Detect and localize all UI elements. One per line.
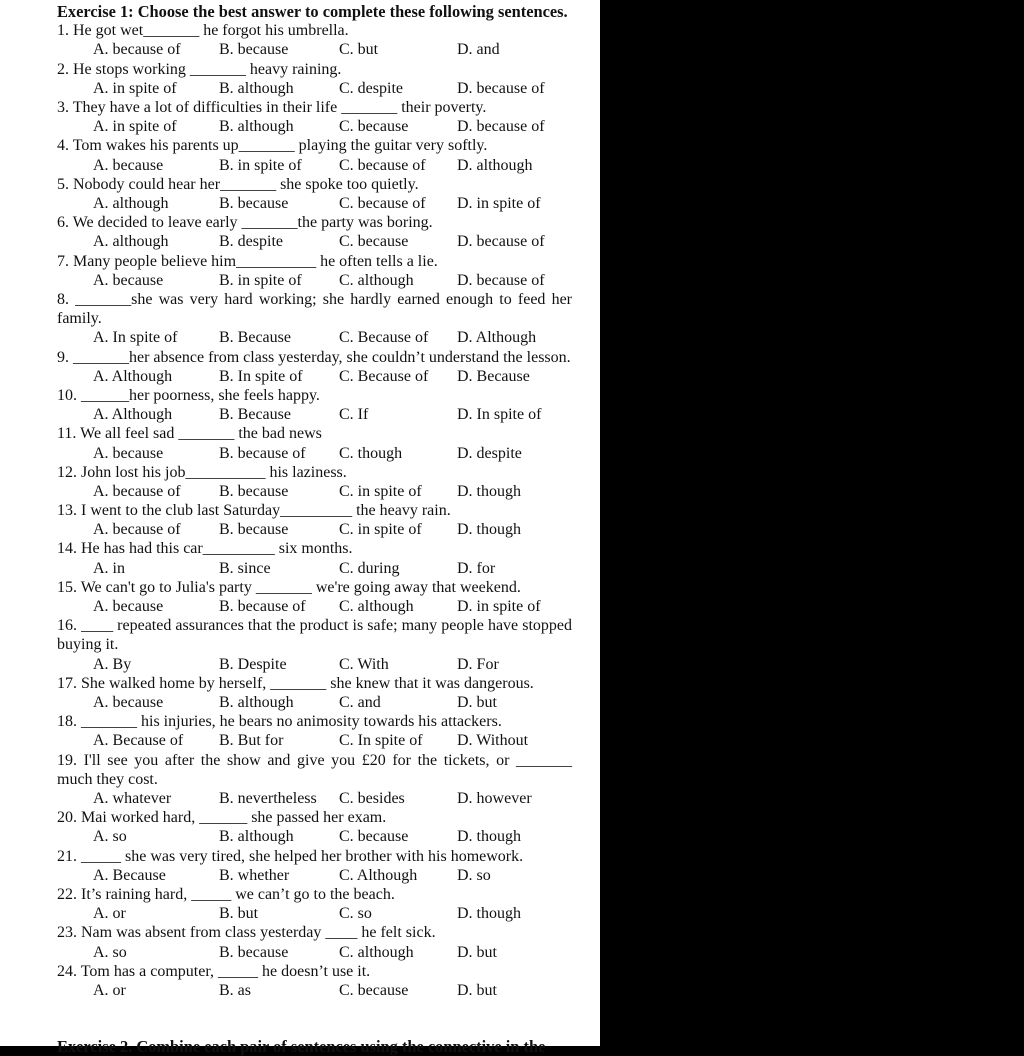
answer-option-d: D. but xyxy=(457,982,497,999)
answer-option-b: B. Because xyxy=(219,329,291,347)
answer-option-a: A. because of xyxy=(93,41,181,59)
answer-option-b: B. nevertheless xyxy=(219,790,317,808)
question-text: 21. _____ she was very tired, she helped her brother with his homework. xyxy=(57,847,524,865)
question-text: 9. _______her absence from class yesterday, she couldn’t understand the lesson. xyxy=(57,348,571,366)
answer-option-a: A. Because xyxy=(93,866,166,884)
question-text: 18. _______ his injuries, he bears no animosity towards his attackers. xyxy=(57,713,502,731)
answer-options xyxy=(57,789,572,808)
answer-options xyxy=(57,117,572,136)
answer-option-a: A. so xyxy=(93,943,127,961)
answer-option-b: B. Despite xyxy=(219,655,287,673)
answer-option-b: B. although xyxy=(219,79,294,97)
answer-option-c: C. Because of xyxy=(339,367,429,385)
answer-option-a: A. because xyxy=(93,271,164,289)
answer-option-c: C. though xyxy=(339,444,403,462)
answer-option-b: B. because xyxy=(219,521,289,539)
question-item xyxy=(57,847,572,885)
question-item xyxy=(57,712,572,750)
answer-option-c: C. Although xyxy=(339,866,418,884)
answer-option-c: C. In spite of xyxy=(339,732,423,750)
answer-option-d: D. despite xyxy=(457,444,522,462)
answer-option-d: D. though xyxy=(457,828,521,846)
answer-option-a: A. although xyxy=(93,233,169,251)
answer-option-d: D. because of xyxy=(457,271,545,289)
answer-options xyxy=(57,866,572,885)
answer-option-d: D. though xyxy=(457,521,521,539)
answer-option-d: D. because of xyxy=(457,233,545,251)
answer-option-d: D. although xyxy=(457,156,533,174)
answer-option-a: A. because xyxy=(93,444,164,462)
answer-option-c: C. If xyxy=(339,406,369,424)
answer-options xyxy=(57,40,572,59)
answer-option-d: D. For xyxy=(457,655,499,673)
answer-option-d: D. for xyxy=(457,559,496,577)
answer-options xyxy=(57,981,572,1000)
answer-option-c: C. With xyxy=(339,655,389,673)
answer-option-a: A. because of xyxy=(93,482,181,500)
question-item xyxy=(57,674,572,712)
answer-options xyxy=(57,79,572,98)
answer-option-c: C. although xyxy=(339,271,414,289)
answer-option-b: B. because of xyxy=(219,598,306,616)
question-item xyxy=(57,463,572,501)
question-item xyxy=(57,501,572,539)
answer-option-c: C. because of xyxy=(339,194,426,212)
question-text: 15. We can't go to Julia's party _______ we're going away that weekend. xyxy=(57,578,521,596)
question-item xyxy=(57,175,572,213)
answer-options xyxy=(57,271,572,290)
answer-option-d: D. though xyxy=(457,905,521,923)
answer-option-b: B. whether xyxy=(219,866,290,884)
question-item xyxy=(57,962,572,1000)
question-text: 13. I went to the club last Saturday_________ the heavy rain. xyxy=(57,502,451,520)
answer-option-d: D. in spite of xyxy=(457,598,541,616)
answer-option-a: A. or xyxy=(93,982,126,999)
answer-option-d: D. and xyxy=(457,41,500,59)
answer-option-d: D. however xyxy=(457,790,532,808)
answer-option-c: C. because xyxy=(339,828,409,846)
answer-option-d: D. because of xyxy=(457,79,545,97)
answer-option-b: B. Because xyxy=(219,406,291,424)
answer-options xyxy=(57,367,572,386)
answer-option-d: D. because of xyxy=(457,118,545,136)
answer-options xyxy=(57,156,572,175)
answer-option-b: B. as xyxy=(219,982,251,999)
question-item xyxy=(57,885,572,923)
answer-option-d: D. in spite of xyxy=(457,194,541,212)
answer-options xyxy=(57,693,572,712)
answer-option-a: A. or xyxy=(93,905,126,923)
question-text: 11. We all feel sad _______ the bad news xyxy=(57,425,322,443)
answer-option-d: D. Without xyxy=(457,732,529,750)
answer-options xyxy=(57,444,572,463)
exercise-2-heading: Exercise 2. Combine each pair of sentences using the connective in the xyxy=(57,1037,546,1056)
answer-options xyxy=(57,597,572,616)
question-text: 23. Nam was absent from class yesterday ____ he felt sick. xyxy=(57,924,436,942)
question-item xyxy=(57,539,572,577)
answer-option-c: C. so xyxy=(339,905,372,923)
answer-option-b: B. despite xyxy=(219,233,283,251)
answer-option-d: D. In spite of xyxy=(457,406,542,424)
question-text: 8. _______she was very hard working; she hardly earned enough to feed her family. xyxy=(57,290,572,328)
question-text: 7. Many people believe him__________ he often tells a lie. xyxy=(57,252,438,270)
answer-option-a: A. whatever xyxy=(93,790,172,808)
answer-options xyxy=(57,520,572,539)
question-text: 10. ______her poorness, she feels happy. xyxy=(57,386,320,404)
answer-option-d: D. Although xyxy=(457,329,537,347)
question-text: 6. We decided to leave early _______the party was boring. xyxy=(57,214,433,232)
answer-option-b: B. since xyxy=(219,559,271,577)
question-item xyxy=(57,578,572,616)
question-item xyxy=(57,252,572,290)
question-text: 16. ____ repeated assurances that the product is safe; many people have stopped buying it. xyxy=(57,617,572,654)
answer-option-a: A. so xyxy=(93,828,127,846)
answer-option-d: D. Because xyxy=(457,367,530,385)
question-text: 1. He got wet_______ he forgot his umbrella. xyxy=(57,22,349,40)
answer-option-c: C. but xyxy=(339,41,379,59)
answer-option-a: A. because of xyxy=(93,521,181,539)
answer-option-c: C. during xyxy=(339,559,400,577)
answer-option-a: A. By xyxy=(93,655,132,673)
answer-option-a: A. In spite of xyxy=(93,329,178,347)
answer-option-d: D. so xyxy=(457,866,491,884)
answer-options xyxy=(57,194,572,213)
question-text: 14. He has had this car_________ six months. xyxy=(57,540,353,558)
question-item xyxy=(57,808,572,846)
answer-option-c: C. although xyxy=(339,598,414,616)
answer-option-c: C. in spite of xyxy=(339,482,422,500)
answer-option-b: B. because xyxy=(219,41,289,59)
question-item xyxy=(57,616,572,674)
answer-option-c: C. besides xyxy=(339,790,405,808)
question-text: 20. Mai worked hard, ______ she passed her exam. xyxy=(57,809,387,827)
answer-option-c: C. in spite of xyxy=(339,521,422,539)
answer-option-c: C. and xyxy=(339,694,381,712)
exercise-1-heading: Exercise 1: Choose the best answer to complete these following sentences. xyxy=(57,2,568,21)
answer-option-a: A. although xyxy=(93,194,169,212)
answer-option-c: C. because xyxy=(339,982,409,999)
question-text: 24. Tom has a computer, _____ he doesn’t use it. xyxy=(57,962,371,980)
answer-option-c: C. despite xyxy=(339,79,403,97)
question-text: 4. Tom wakes his parents up_______ playing the guitar very softly. xyxy=(57,137,488,155)
answer-option-d: D. but xyxy=(457,694,497,712)
question-item xyxy=(57,751,572,809)
question-item xyxy=(57,60,572,98)
answer-option-a: A. Although xyxy=(93,406,173,424)
question-text: 12. John lost his job__________ his laziness. xyxy=(57,463,347,481)
answer-option-b: B. But for xyxy=(219,732,284,750)
answer-options xyxy=(57,943,572,962)
question-item xyxy=(57,136,572,174)
question-item xyxy=(57,424,572,462)
answer-option-a: A. because xyxy=(93,694,164,712)
answer-option-a: A. in spite of xyxy=(93,118,177,136)
answer-option-b: B. although xyxy=(219,694,294,712)
answer-option-a: A. because xyxy=(93,598,164,616)
answer-options xyxy=(57,405,572,424)
answer-option-d: D. though xyxy=(457,482,521,500)
answer-option-a: A. Because of xyxy=(93,732,184,750)
answer-options xyxy=(57,482,572,501)
answer-option-b: B. because xyxy=(219,943,289,961)
answer-option-b: B. in spite of xyxy=(219,156,302,174)
question-item xyxy=(57,98,572,136)
answer-option-b: B. because xyxy=(219,482,289,500)
answer-option-b: B. because xyxy=(219,194,289,212)
question-item xyxy=(57,923,572,961)
question-text: 19. I'll see you after the show and give you £20 for the tickets, or _______ much they cost. xyxy=(57,751,572,788)
answer-options xyxy=(57,232,572,251)
answer-options xyxy=(57,827,572,846)
answer-option-a: A. because xyxy=(93,156,164,174)
question-text: 2. He stops working _______ heavy raining. xyxy=(57,60,342,78)
answer-option-b: B. although xyxy=(219,118,294,136)
answer-options xyxy=(57,655,572,674)
answer-options xyxy=(57,328,572,347)
question-text: 3. They have a lot of difficulties in their life _______ their poverty. xyxy=(57,98,487,116)
answer-option-b: B. although xyxy=(219,828,294,846)
answer-options xyxy=(57,559,572,578)
answer-option-c: C. Because of xyxy=(339,329,429,347)
answer-option-c: C. because of xyxy=(339,156,426,174)
question-item xyxy=(57,386,572,424)
answer-options xyxy=(57,904,572,923)
answer-option-b: B. but xyxy=(219,905,259,923)
answer-option-a: A. in spite of xyxy=(93,79,177,97)
answer-option-c: C. because xyxy=(339,118,409,136)
answer-option-a: A. Although xyxy=(93,367,173,385)
question-list xyxy=(57,21,572,1000)
question-item xyxy=(57,213,572,251)
question-item xyxy=(57,290,572,348)
question-text: 22. It’s raining hard, _____ we can’t go to the beach. xyxy=(57,886,395,904)
answer-option-a: A. in xyxy=(93,559,125,577)
exercise-1 xyxy=(57,2,572,1000)
answer-option-b: B. In spite of xyxy=(219,367,303,385)
question-item xyxy=(57,348,572,386)
answer-option-d: D. but xyxy=(457,943,497,961)
question-item xyxy=(57,21,572,59)
question-text: 5. Nobody could hear her_______ she spoke too quietly. xyxy=(57,175,419,193)
answer-options xyxy=(57,731,572,750)
answer-option-c: C. although xyxy=(339,943,414,961)
answer-option-b: B. in spite of xyxy=(219,271,302,289)
question-text: 17. She walked home by herself, _______ she knew that it was dangerous. xyxy=(57,674,534,692)
answer-option-b: B. because of xyxy=(219,444,306,462)
answer-option-c: C. because xyxy=(339,233,409,251)
